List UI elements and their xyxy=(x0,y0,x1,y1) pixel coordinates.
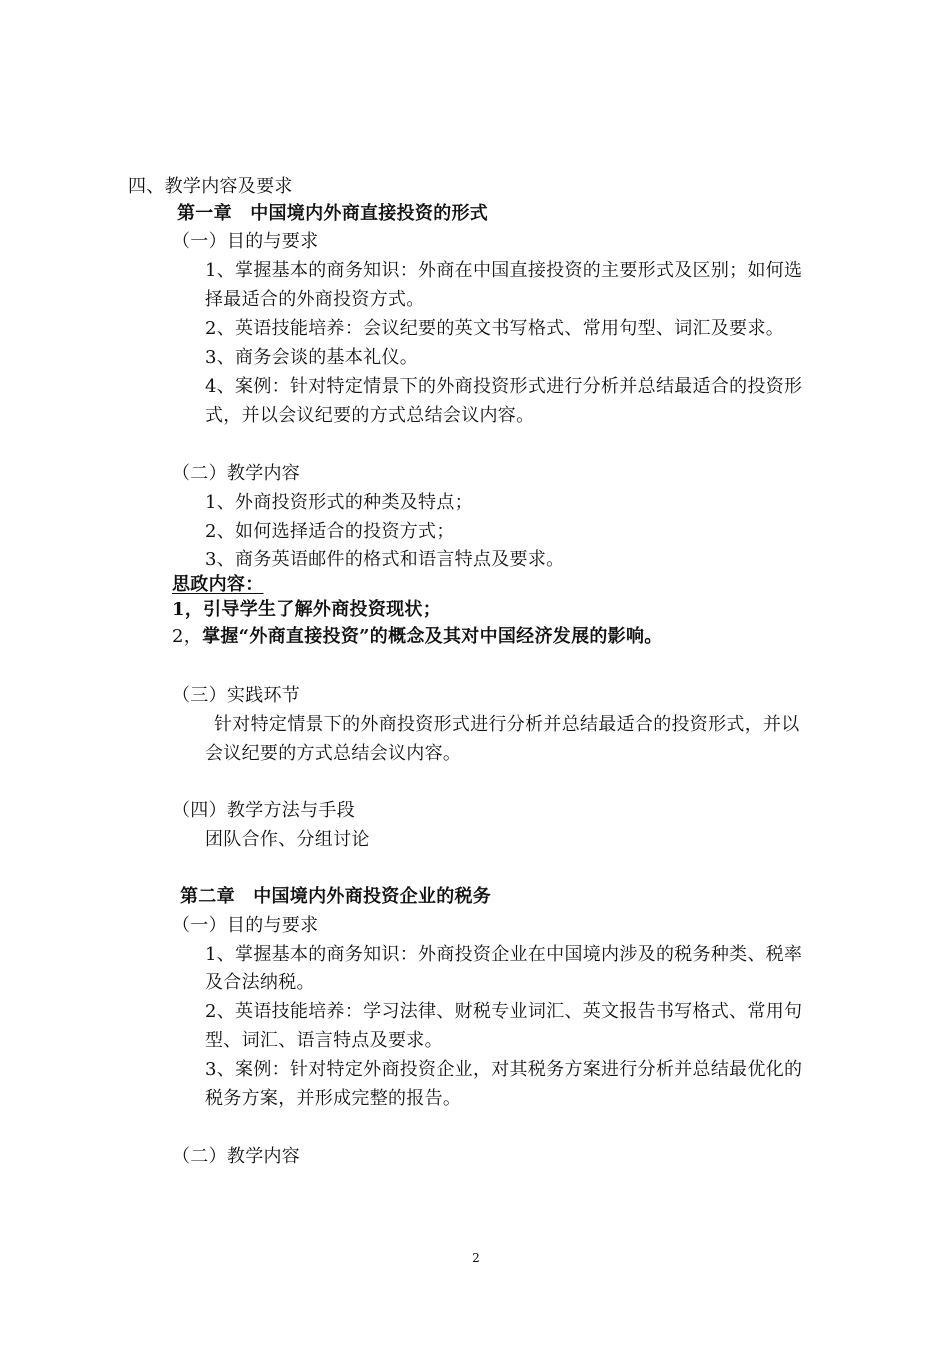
chapter2-goals-title: （一）目的与要求 xyxy=(172,915,319,936)
chapter2-goals-item3-line1: 3、案例：针对特定外商投资企业，对其税务方案进行分析并总结最优化的 xyxy=(205,1059,803,1080)
ideology-item2-text: 掌握“外商直接投资”的概念及其对中国经济发展的影响。 xyxy=(202,626,663,647)
methods-title: （四）教学方法与手段 xyxy=(172,800,355,821)
chapter1-goals-item4-line2: 式，并以会议纪要的方式总结会议内容。 xyxy=(205,405,535,426)
chapter2-goals-item1-line1: 1、掌握基本的商务知识：外商投资企业在中国境内涉及的税务种类、税率 xyxy=(205,944,803,965)
chapter2-goals-item2-line1: 2、英语技能培养：学习法律、财税专业词汇、英文报告书写格式、常用句 xyxy=(205,1001,803,1022)
chapter1-goals-item4-line1: 4、案例：针对特定情景下的外商投资形式进行分析并总结最适合的投资形 xyxy=(205,376,803,397)
chapter1-content-item3: 3、商务英语邮件的格式和语言特点及要求。 xyxy=(205,549,565,570)
practice-line2: 会议纪要的方式总结会议内容。 xyxy=(205,743,462,764)
ideology-item2-prefix: 2， xyxy=(172,626,203,647)
page-number: 2 xyxy=(472,1251,480,1265)
chapter1-goals-item1-line2: 择最适合的外商投资方式。 xyxy=(205,289,425,310)
practice-title: （三）实践环节 xyxy=(172,685,301,706)
chapter2-goals-item1-line2: 及合法纳税。 xyxy=(205,972,315,993)
ideology-item2 xyxy=(172,624,663,650)
methods-text: 团队合作、分组讨论 xyxy=(205,829,370,850)
chapter1-heading: 第一章 中国境内外商直接投资的形式 xyxy=(177,203,489,224)
section-title: 四、教学内容及要求 xyxy=(128,176,293,197)
chapter2-content-title: （二）教学内容 xyxy=(172,1146,301,1167)
ideology-item1: 1，引导学生了解外商投资现状； xyxy=(172,599,442,620)
chapter1-goals-item1-line1: 1、掌握基本的商务知识：外商在中国直接投资的主要形式及区别；如何选 xyxy=(205,260,803,281)
chapter1-content-item1: 1、外商投资形式的种类及特点； xyxy=(205,492,473,513)
chapter2-goals-item2-line2: 型、词汇、语言特点及要求。 xyxy=(205,1030,443,1051)
chapter1-goals-item3: 3、商务会谈的基本礼仪。 xyxy=(205,347,419,368)
chapter2-heading: 第二章 中国境内外商投资企业的税务 xyxy=(180,886,492,907)
chapter1-content-item2: 2、如何选择适合的投资方式； xyxy=(205,521,455,542)
practice-line1: 针对特定情景下的外商投资形式进行分析并总结最适合的投资形式，并以 xyxy=(214,714,800,735)
chapter1-content-title: （二）教学内容 xyxy=(172,463,301,484)
chapter2-goals-item3-line2: 税务方案，并形成完整的报告。 xyxy=(205,1088,462,1109)
ideology-title: 思政内容： xyxy=(172,574,264,595)
chapter1-goals-title: （一）目的与要求 xyxy=(172,231,319,252)
chapter1-goals-item2: 2、英语技能培养：会议纪要的英文书写格式、常用句型、词汇及要求。 xyxy=(205,318,785,339)
